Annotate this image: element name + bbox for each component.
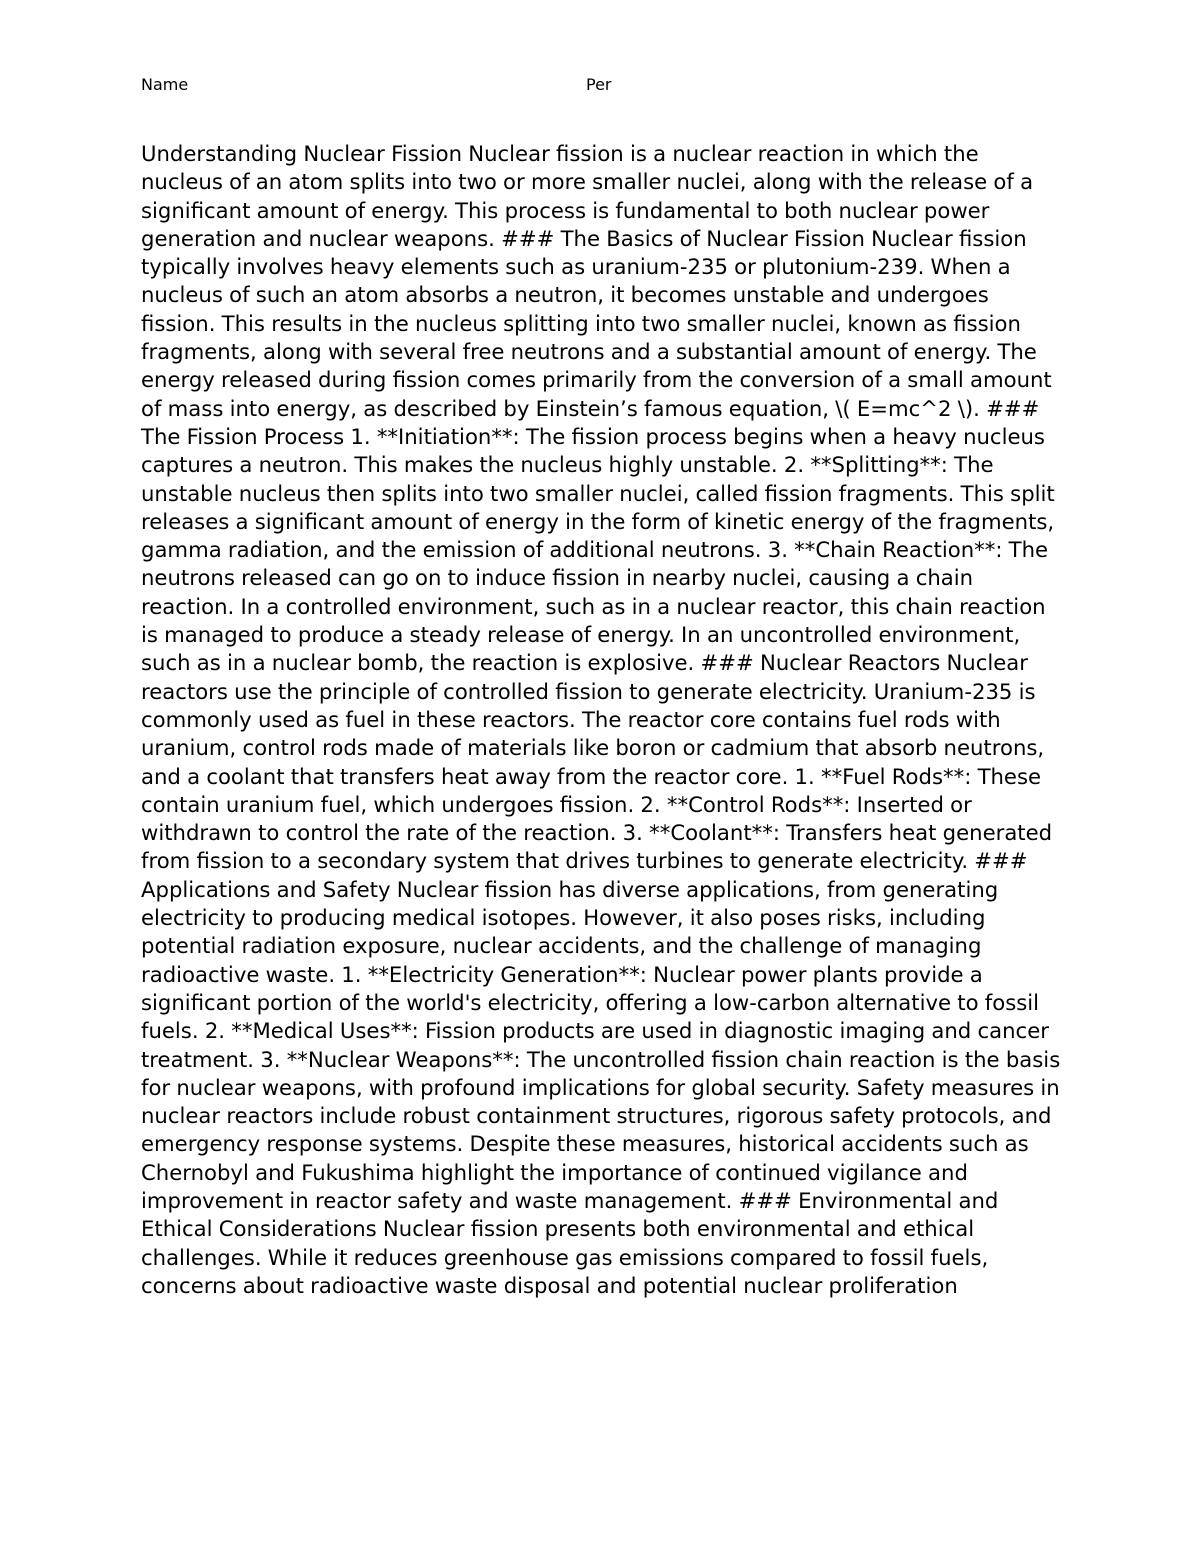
document-body: Understanding Nuclear Fission Nuclear fission is a nuclear reaction in which the nucleus of an atom splits into two or more smaller nuclei, along with the release of a significant amount of energy. This process is fundamental to both nuclear power generation and nuclear weapons. ### The Basics of Nuclear Fission Nuclear fission typically involves heavy elements such as uranium-235 or plutonium-239. When a nucleus of such an atom absorbs a neutron, it becomes unstable and undergoes fission. This results in the nucleus splitting into two smaller nuclei, known as fission fragments, along with several free neutrons and a substantial amount of energy. The energy released during fission comes primarily from the conversion of a small amount of mass into energy, as described by Einstein’s famous equation, \( E=mc^2 \). ### The Fission Process 1. **Initiation**: The fission process begins when a heavy nucleus captures a neutron. This makes the nucleus highly unstable. 2. **Splitting**: The unstable nucleus then splits into two smaller nuclei, called fission fragments. This split releases a significant amount of energy in the form of kinetic energy of the fragments, gamma radiation, and the emission of additional neutrons. 3. **Chain Reaction**: The neutrons released can go on to induce fission in nearby nuclei, causing a chain reaction. In a controlled environment, such as in a nuclear reactor, this chain reaction is managed to produce a steady release of energy. In an uncontrolled environment, such as in a nuclear bomb, the reaction is explosive. ### Nuclear Reactors Nuclear reactors use the principle of controlled fission to generate electricity. Uranium-235 is commonly used as fuel in these reactors. The reactor core contains fuel rods with uranium, control rods made of materials like boron or cadmium that absorb neutrons, and a coolant that transfers heat away from the reactor core. 1. **Fuel Rods**: These contain uranium fuel, which undergoes fission. 2. **Control Rods**: Inserted or withdrawn to control the rate of the reaction. 3. **Coolant**: Transfers heat generated from fission to a secondary system that drives turbines to generate electricity. ### Applications and Safety Nuclear fission has diverse applications, from generating electricity to producing medical isotopes. However, it also poses risks, including potential radiation exposure, nuclear accidents, and the challenge of managing radioactive waste. 1. **Electricity Generation**: Nuclear power plants provide a significant portion of the world's electricity, offering a low-carbon alternative to fossil fuels. 2. **Medical Uses**: Fission products are used in diagnostic imaging and cancer treatment. 3. **Nuclear Weapons**: The uncontrolled fission chain reaction is the basis for nuclear weapons, with profound implications for global security. Safety measures in nuclear reactors include robust containment structures, rigorous safety protocols, and emergency response systems. Despite these measures, historical accidents such as Chernobyl and Fukushima highlight the importance of continued vigilance and improvement in reactor safety and waste management. ### Environmental and Ethical Considerations Nuclear fission presents both environmental and ethical challenges. While it reduces greenhouse gas emissions compared to fossil fuels, concerns about radioactive waste disposal and potential nuclear proliferation <box>141 141 1061 1298</box>
name-label: Name <box>141 75 189 94</box>
period-label: Per <box>586 75 612 94</box>
page-header <box>141 75 1061 99</box>
